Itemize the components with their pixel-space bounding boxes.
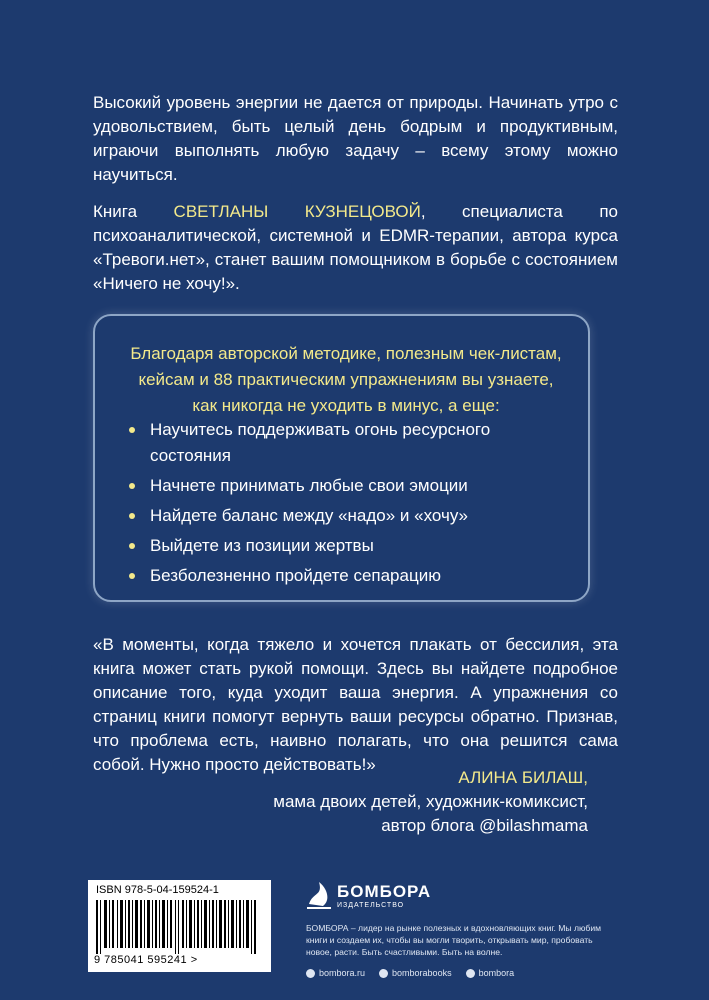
isbn-label: ISBN 978-5-04-159524-1 [96, 884, 219, 896]
benefit-text: Выйдете из позиции жертвы [150, 536, 374, 555]
benefits-list [126, 417, 566, 593]
social-telegram[interactable] [466, 968, 515, 978]
bullet-icon [129, 573, 135, 579]
publisher-socials [306, 968, 514, 978]
benefit-text: Найдете баланс между «надо» и «хочу» [150, 506, 468, 525]
testimonial-author-blog: автор блога @bilashmama [381, 816, 588, 835]
social-vk-label: bomborabooks [392, 968, 452, 978]
social-telegram-label: bombora [478, 968, 515, 978]
publisher-subtitle: ИЗДАТЕЛЬСТВО [337, 902, 405, 909]
testimonial-quote: «В моменты, когда тяжело и хочется плакать от бессилия, эта книга может стать рукой помощи. Здесь вы найдете подробное описание того, куда уходит ваша энергия. А упражнения со страниц книги помогут вернуть ваши ресурсы обратно. Признав, что проблема есть, наивно полагать, что она решится сама собой. Нужно просто действовать!» [93, 635, 618, 774]
benefits-intro: Благодаря авторской методике, полезным чек-листам, кейсам и 88 практическим упражнениям вы узнаете, как никогда не уходить в минус, а еще: [130, 344, 562, 415]
benefit-text: Безболезненно пройдете сепарацию [150, 566, 441, 585]
social-site[interactable] [306, 968, 365, 978]
benefit-item [126, 417, 566, 469]
bullet-icon [129, 513, 135, 519]
author-paragraph-lead: Книга [93, 202, 174, 221]
benefit-text: Научитесь поддерживать огонь ресурсного состояния [150, 420, 491, 465]
barcode-digits: 9 785041 595241 > [94, 954, 198, 966]
benefit-item [126, 563, 566, 589]
author-paragraph-rest: , специалиста по психоаналитической, системной и EDMR-терапии, автора курса «Тревоги.нет», станет вашим помощником в борьбе с состоянием «Ничего не хочу!». [93, 202, 618, 293]
benefit-item [126, 503, 566, 529]
social-site-label: bombora.ru [319, 968, 366, 978]
vk-icon [379, 969, 388, 978]
publisher-wordmark: БОМБОРА [337, 882, 432, 901]
bullet-icon [129, 427, 135, 433]
intro-paragraph: Высокий уровень энергии не дается от природы. Начинать утро с удовольствием, быть целый день бодрым и продуктивным, играючи выполнять любую задачу – всему этому можно научиться. [93, 93, 618, 184]
testimonial-author-name: АЛИНА БИЛАШ, [458, 768, 588, 787]
globe-icon [306, 969, 315, 978]
bullet-icon [129, 543, 135, 549]
author-paragraph [93, 200, 618, 296]
isbn-barcode [88, 880, 271, 972]
barcode-bars-icon [96, 900, 264, 954]
bombora-wave-icon [305, 874, 333, 910]
testimonial-author-role: мама двоих детей, художник-комиксист, [273, 792, 588, 811]
publisher-blurb: БОМБОРА – лидер на рынке полезных и вдохновляющих книг. Мы любим книги и создаем их, чтобы вы могли творить, открывать мир, пробовать новое, расти. Быть счастливыми. Быть на волне. [306, 923, 602, 957]
testimonial-author [273, 766, 588, 838]
bullet-icon [129, 483, 135, 489]
benefit-item [126, 533, 566, 559]
author-name-highlight: СВЕТЛАНЫ КУЗНЕЦОВОЙ [173, 202, 421, 221]
telegram-icon [466, 969, 475, 978]
benefit-item [126, 473, 566, 499]
social-vk[interactable] [379, 968, 452, 978]
publisher-logo [305, 874, 455, 918]
benefit-text: Начнете принимать любые свои эмоции [150, 476, 468, 495]
